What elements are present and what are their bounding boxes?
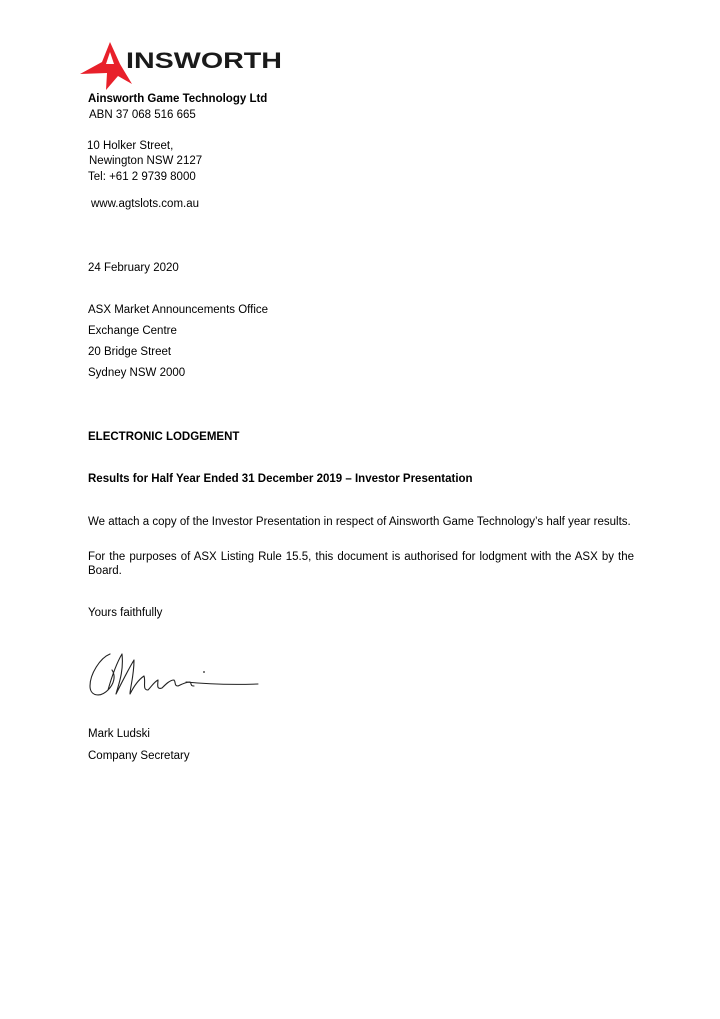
logo-wordmark: INSWORTH [126, 48, 282, 73]
recipient-line-3: 20 Bridge Street [88, 346, 172, 358]
address-line-1: 10 Holker Street, [87, 140, 174, 152]
body-paragraph-2: For the purposes of ASX Listing Rule 15.5, this document is authorised for lodgment with the ASX by the Board. [88, 551, 634, 577]
ainsworth-logo [76, 40, 286, 92]
lodgement-heading: ELECTRONIC LODGEMENT [88, 431, 240, 443]
company-name: Ainsworth Game Technology Ltd [88, 93, 268, 105]
company-tel: Tel: +61 2 9739 8000 [88, 171, 196, 183]
recipient-line-4: Sydney NSW 2000 [88, 367, 186, 379]
address-line-2: Newington NSW 2127 [89, 155, 203, 167]
subject-heading: Results for Half Year Ended 31 December 2019 – Investor Presentation [88, 473, 473, 485]
logo-star-mark [80, 42, 132, 90]
recipient-line-2: Exchange Centre [88, 325, 177, 337]
letter-date: 24 February 2020 [88, 262, 179, 274]
company-website[interactable]: www.agtslots.com.au [91, 198, 200, 210]
company-abn: ABN 37 068 516 665 [89, 109, 196, 121]
body-paragraph-1: We attach a copy of the Investor Presentation in respect of Ainsworth Game Technology’s half year results. [88, 516, 631, 528]
signatory-name: Mark Ludski [88, 728, 150, 740]
signatory-title: Company Secretary [88, 750, 190, 762]
recipient-line-1: ASX Market Announcements Office [88, 304, 269, 316]
closing-salutation: Yours faithfully [88, 607, 163, 619]
handwritten-signature [86, 646, 262, 704]
